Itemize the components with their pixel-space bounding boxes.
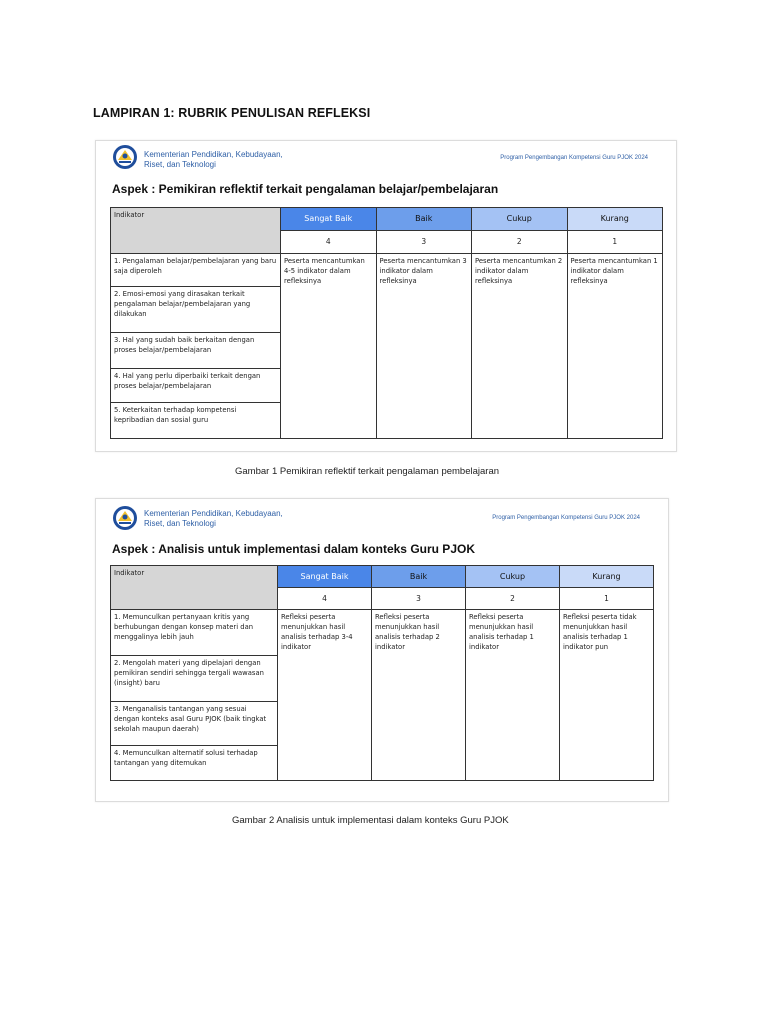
indicator-cell: 4. Hal yang perlu diperbaiki terkait dengan proses belajar/pembelajaran — [111, 369, 281, 403]
indicator-cell: 4. Memunculkan alternatif solusi terhadap tantangan yang ditemukan — [111, 746, 278, 781]
score-cell: 4 — [278, 588, 372, 610]
level-header: Cukup — [472, 208, 568, 231]
level-header: Baik — [376, 208, 472, 231]
figure-caption-1: Gambar 1 Pemikiran reflektif terkait pengalaman pembelajaran — [235, 466, 500, 477]
level-header: Sangat Baik — [278, 566, 372, 588]
tut-wuri-handayani-logo-icon — [112, 505, 138, 531]
descriptor-cell: Peserta mencantumkan 1 indikator dalam refleksinya — [567, 254, 663, 439]
level-header: Kurang — [567, 208, 663, 231]
ministry-line-2: Riset, dan Teknologi — [144, 160, 216, 169]
ministry-name — [144, 150, 283, 170]
descriptor-cell: Refleksi peserta menunjukkan hasil analisis terhadap 1 indikator — [466, 610, 560, 781]
descriptor-cell: Refleksi peserta menunjukkan hasil analisis terhadap 3-4 indikator — [278, 610, 372, 781]
indicator-cell: 1. Memunculkan pertanyaan kritis yang berhubungan dengan konsep materi dan menggalinya lebih jauh — [111, 610, 278, 656]
program-name: Program Pengembangan Kompetensi Guru PJOK 2024 — [492, 515, 640, 521]
figure-caption-2: Gambar 2 Analisis untuk implementasi dalam konteks Guru PJOK — [232, 815, 509, 826]
score-cell: 1 — [560, 588, 654, 610]
indicator-cell: 3. Hal yang sudah baik berkaitan dengan proses belajar/pembelajaran — [111, 333, 281, 369]
ministry-name — [144, 509, 283, 529]
score-cell: 2 — [466, 588, 560, 610]
indicator-cell: 5. Keterkaitan terhadap kompetensi kepribadian dan sosial guru — [111, 403, 281, 439]
score-cell: 1 — [567, 231, 663, 254]
score-cell: 4 — [281, 231, 377, 254]
score-cell: 2 — [472, 231, 568, 254]
rubric-table — [110, 565, 654, 781]
ministry-line-1: Kementerian Pendidikan, Kebudayaan, — [144, 150, 283, 159]
level-header: Kurang — [560, 566, 654, 588]
indicator-cell: 2. Emosi-emosi yang dirasakan terkait pengalaman belajar/pembelajaran yang dilakukan — [111, 287, 281, 333]
indicator-cell: 1. Pengalaman belajar/pembelajaran yang baru saja diperoleh — [111, 254, 281, 287]
descriptor-cell: Refleksi peserta tidak menunjukkan hasil analisis terhadap 1 indikator pun — [560, 610, 654, 781]
page-heading: LAMPIRAN 1: RUBRIK PENULISAN REFLEKSI — [93, 106, 371, 120]
rubric-figure-2 — [95, 498, 669, 802]
indicator-cell: 2. Mengolah materi yang dipelajari dengan pemikiran sendiri sehingga tergali wawasan (insight) baru — [111, 656, 278, 702]
aspect-title: Aspek : Pemikiran reflektif terkait pengalaman belajar/pembelajaran — [112, 182, 499, 196]
aspect-title: Aspek : Analisis untuk implementasi dalam konteks Guru PJOK — [112, 542, 475, 556]
program-name: Program Pengembangan Kompetensi Guru PJOK 2024 — [500, 155, 648, 161]
level-header: Cukup — [466, 566, 560, 588]
rubric-figure-1 — [95, 140, 677, 452]
indicator-header: Indikator — [111, 208, 281, 254]
ministry-line-2: Riset, dan Teknologi — [144, 519, 216, 528]
descriptor-cell: Peserta mencantumkan 2 indikator dalam refleksinya — [472, 254, 568, 439]
indicator-cell: 3. Menganalisis tantangan yang sesuai dengan konteks asal Guru PJOK (baik tingkat sekolah maupun daerah) — [111, 702, 278, 746]
indicator-header: Indikator — [111, 566, 278, 610]
tut-wuri-handayani-logo-icon — [112, 144, 138, 170]
score-cell: 3 — [376, 231, 472, 254]
level-header: Sangat Baik — [281, 208, 377, 231]
descriptor-cell: Peserta mencantumkan 4-5 indikator dalam refleksinya — [281, 254, 377, 439]
level-header: Baik — [372, 566, 466, 588]
ministry-line-1: Kementerian Pendidikan, Kebudayaan, — [144, 509, 283, 518]
descriptor-cell: Refleksi peserta menunjukkan hasil analisis terhadap 2 indikator — [372, 610, 466, 781]
score-cell: 3 — [372, 588, 466, 610]
descriptor-cell: Peserta mencantumkan 3 indikator dalam refleksinya — [376, 254, 472, 439]
rubric-table — [110, 207, 663, 439]
